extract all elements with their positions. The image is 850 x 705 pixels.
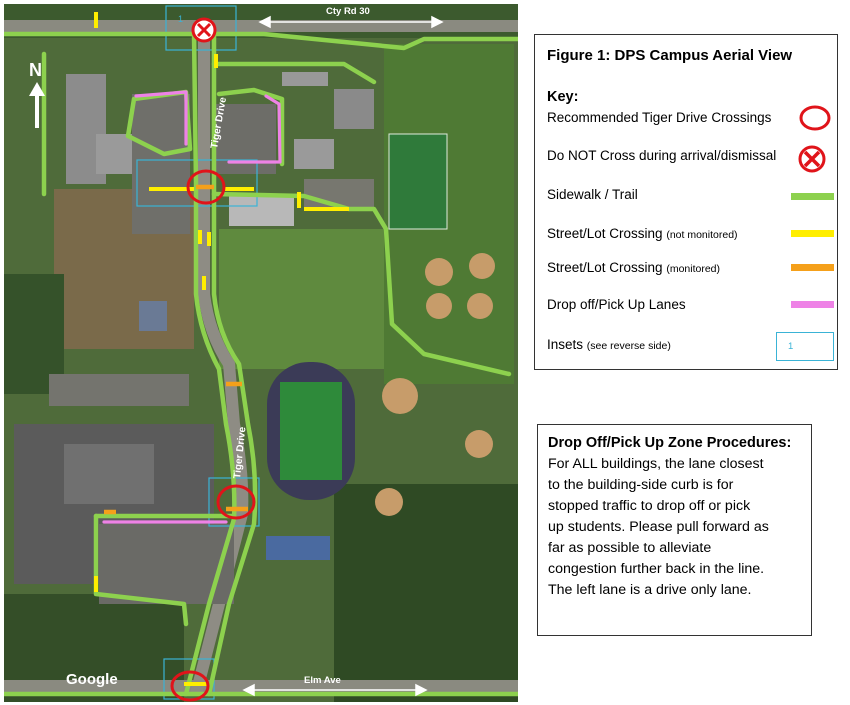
building-center	[229, 196, 294, 226]
red-x-circle-icon	[795, 143, 829, 175]
key-item-label: Street/Lot Crossing	[547, 260, 663, 275]
procedure-line: up students. Please pull forward as	[548, 519, 769, 535]
stadium-field	[280, 382, 342, 480]
procedure-line: For ALL buildings, the lane closest	[548, 456, 764, 472]
diamond-2	[469, 253, 495, 279]
key-item-do-not-cross	[547, 146, 837, 170]
procedure-line: congestion further back in the line.	[548, 561, 765, 577]
diamond-1	[425, 258, 453, 286]
cty-rd-30-label: Cty Rd 30	[326, 6, 370, 17]
diamond-4	[467, 293, 493, 319]
key-item-label-wrap	[547, 224, 738, 245]
tiger-drive-label-lower: Tiger Drive	[232, 426, 249, 480]
south-building-roof	[64, 444, 154, 504]
central-lawn	[219, 229, 389, 369]
key-item-dropoff-lanes	[547, 295, 837, 319]
diamond-3	[426, 293, 452, 319]
diamond-5	[382, 378, 418, 414]
south-east-woods	[334, 484, 518, 702]
orange-line-swatch	[791, 264, 834, 271]
building-ne	[294, 139, 334, 169]
inset-number: 1	[788, 341, 794, 352]
inset-box-icon	[776, 332, 834, 361]
key-item-monitored-crossing	[547, 258, 837, 282]
procedure-line: The left lane is a drive only lane.	[548, 582, 752, 598]
key-item-label: Street/Lot Crossing	[547, 226, 663, 241]
key-item-insets	[547, 335, 837, 359]
key-item-label: Insets	[547, 337, 584, 352]
procedure-line: to the building-side curb is for	[548, 477, 734, 493]
key-item-sidewalk	[547, 185, 837, 209]
key-item-label: Drop off/Pick Up Lanes	[547, 297, 686, 312]
map-key-panel	[534, 34, 838, 370]
inset-number-label: 1	[178, 14, 184, 24]
key-item-note: (monitored)	[666, 263, 721, 275]
key-item-label: Recommended Tiger Drive Crossings	[547, 110, 772, 125]
elm-ave-label: Elm Ave	[304, 675, 341, 686]
green-line-swatch	[791, 193, 834, 200]
aerial-map[interactable]	[4, 4, 518, 702]
building-ne2	[334, 89, 374, 129]
procedures-body	[548, 454, 801, 601]
procedures-title: Drop Off/Pick Up Zone Procedures:	[548, 435, 792, 451]
key-heading: Key:	[547, 89, 579, 105]
key-item-label: Do NOT Cross during arrival/dismissal	[547, 148, 777, 163]
key-item-unmonitored-crossing	[547, 224, 837, 248]
key-item-recommended-crossing	[547, 108, 837, 132]
figure-title: Figure 1: DPS Campus Aerial View	[547, 47, 793, 64]
procedures-panel	[537, 424, 812, 636]
procedure-line: stopped traffic to drop off or pick	[548, 498, 751, 514]
tennis-courts	[266, 536, 330, 560]
north-building-wing	[96, 134, 136, 174]
north-parking-lot	[132, 94, 190, 234]
diamond-6	[465, 430, 493, 458]
svg-text:N: N	[29, 60, 42, 80]
google-logo: Google	[66, 671, 118, 688]
tiger-drive-label-upper: Tiger Drive	[209, 96, 229, 150]
diamond-7	[375, 488, 403, 516]
key-item-note: (see reverse side)	[586, 340, 671, 352]
north-football-field	[389, 134, 447, 229]
key-item-label-wrap	[547, 335, 671, 356]
bldg-west-small	[139, 301, 167, 331]
key-item-label: Sidewalk / Trail	[547, 187, 638, 202]
key-item-note: (not monitored)	[666, 229, 738, 241]
yellow-line-swatch	[791, 230, 834, 237]
parking-mid	[49, 374, 189, 406]
red-x-circle-icon[interactable]	[193, 19, 215, 41]
pink-line-swatch	[791, 301, 834, 308]
key-item-label-wrap	[547, 258, 720, 279]
red-ring-icon	[797, 104, 833, 132]
procedure-line: far as possible to alleviate	[548, 540, 712, 556]
building-top	[282, 72, 328, 86]
